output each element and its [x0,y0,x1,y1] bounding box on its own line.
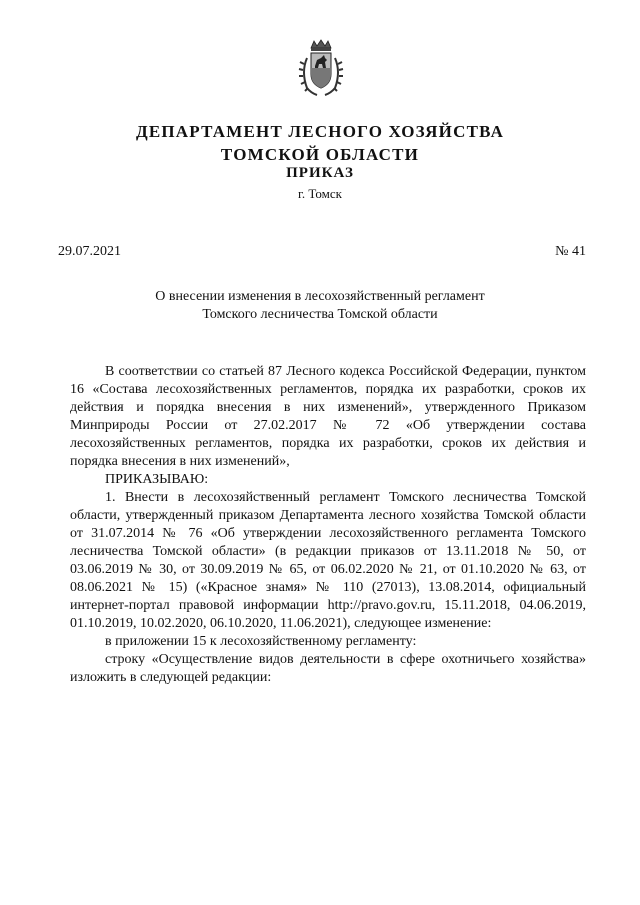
clause-1-paragraph: 1. Внести в лесохозяйственный регламент Томского лесничества Томской области, утвержденный приказом Департамента лесного хозяйства Томской области от 31.07.2014 № 76 «Об утверждении лесохозяйственного регламента Томского лесничества Томской области» (в редакции приказов от 13.11.2018 № 50, от 03.06.2019 № 30, от 30.09.2019 № 65, от 06.02.2020 № 21, от 01.10.2020 № 63, от 08.06.2021 № 15) («Красное знамя» № 110 (27013), 13.08.2014, официальный интернет-портал правовой информации http://pravo.gov.ru, 15.11.2018, 04.06.2019, 01.10.2019, 10.02.2020, 06.10.2020, 11.06.2021), следующее изменение: [70,490,586,631]
organization-name [0,120,640,166]
subject-line-1: О внесении изменения в лесохозяйственный регламент [155,289,485,304]
document-date: 29.07.2021 [58,244,121,259]
document-type: ПРИКАЗ [286,165,354,181]
document-body [70,363,586,687]
preamble-paragraph: В соответствии со статьей 87 Лесного кодекса Российской Федерации, пунктом 16 «Состава лесохозяйственных регламентов, порядка их разработки, сроков их действия и порядка внесения в них изменений», утвержденного Приказом Минприроды России от 27.02.2017 № 72 «Об утверждении состава лесохозяйственных регламентов, порядка их разработки, сроков их действия и порядка внесения в них изменений», [70,364,586,469]
appendix-paragraph: в приложении 15 к лесохозяйственному регламенту: [105,634,417,649]
organization-line-2: ТОМСКОЙ ОБЛАСТИ [220,145,420,164]
coat-of-arms-icon [297,38,345,98]
subject-line-2: Томского лесничества Томской области [202,307,438,322]
amendment-paragraph: строку «Осуществление видов деятельности в сфере охотничьего хозяйства» изложить в следующей редакции: [70,652,586,685]
document-subject [0,288,640,324]
city: г. Томск [298,186,342,201]
order-heading: ПРИКАЗЫВАЮ: [105,472,209,487]
document-number: № 41 [555,244,586,259]
organization-line-1: ДЕПАРТАМЕНТ ЛЕСНОГО ХОЗЯЙСТВА [135,122,505,141]
